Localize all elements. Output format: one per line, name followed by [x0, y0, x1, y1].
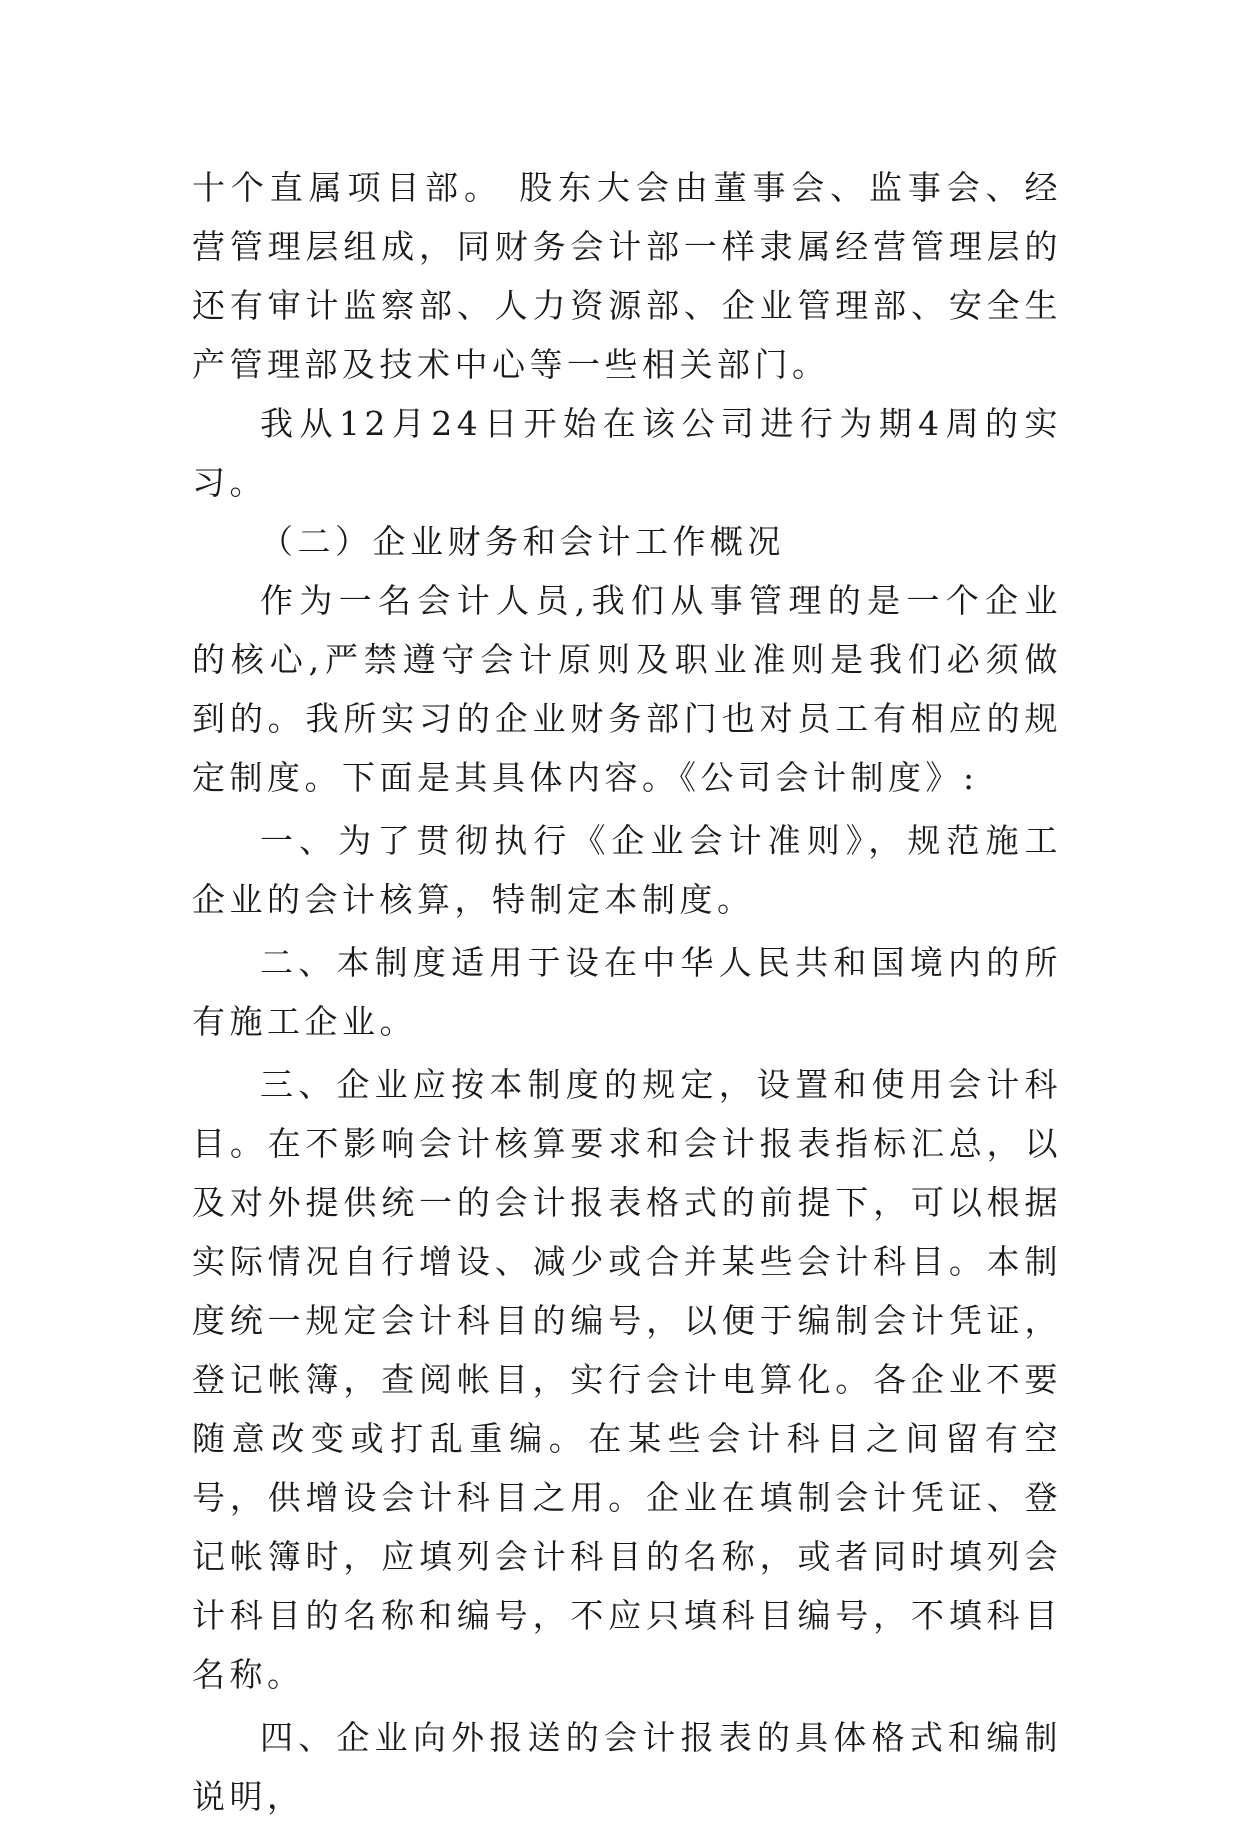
paragraph-continuation: 十个直属项目部。 股东大会由董事会、监事会、经营管理层组成，同财务会计部一样隶属经营管理层的还有审计监察部、人力资源部、企业管理部、安全生产管理部及技术中心等一些相关部门。: [192, 168, 1062, 384]
section-heading: （二）企业财务和会计工作概况: [260, 522, 785, 561]
paragraph-internship-period: 我从12月24日开始在该公司进行为期4周的实习。: [192, 404, 1062, 502]
paragraph-accounting-intro: 作为一名会计人员,我们从事管理的是一个企业的核心,严禁遵守会计原则及职业准则是我们必须做到的。我所实习的企业财务部门也对员工有相应的规定制度。下面是其具体内容。《公司会计制度》:: [192, 581, 1062, 797]
paragraph-rule-1: 一、为了贯彻执行《企业会计准则》，规范施工企业的会计核算，特制定本制度。: [192, 821, 1062, 919]
paragraph-rule-4: 四、企业向外报送的会计报表的具体格式和编制说明，: [192, 1718, 1062, 1816]
paragraph-rule-3: 三、企业应按本制度的规定，设置和使用会计科目。在不影响会计核算要求和会计报表指标汇总，以及对外提供统一的会计报表格式的前提下，可以根据实际情况自行增设、减少或合并某些会计科目。本制度统一规定会计科目的编号，以便于编制会计凭证，登记帐簿，查阅帐目，实行会计电算化。各企业不要随意改变或打乱重编。在某些会计科目之间留有空号，供增设会计科目之用。企业在填制会计凭证、登记帐簿时，应填列会计科目的名称，或者同时填列会计科目的名称和编号，不应只填科目编号，不填科目名称。: [192, 1065, 1062, 1694]
document-body: [192, 158, 1062, 1826]
paragraph-rule-2: 二、本制度适用于设在中华人民共和国境内的所有施工企业。: [192, 943, 1062, 1041]
